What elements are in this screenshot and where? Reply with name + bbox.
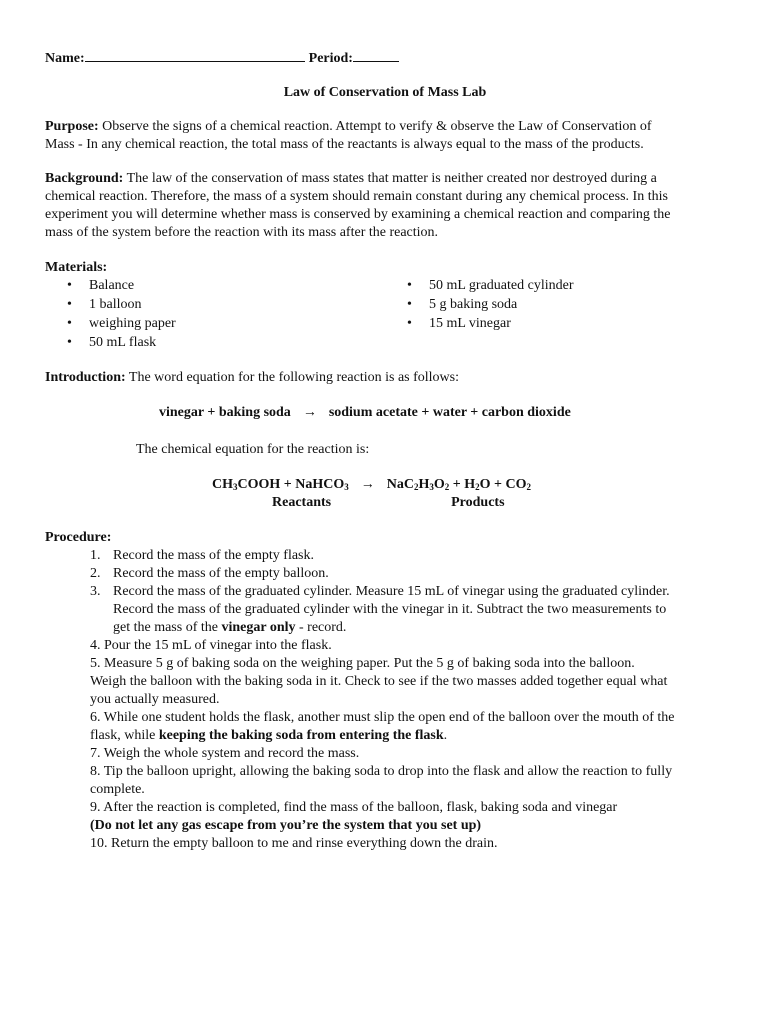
products-label: Products xyxy=(451,495,505,510)
reactants-label: Reactants xyxy=(272,495,332,510)
background-text-2: chemical reaction. Therefore, the mass of a system should remain constant during any chemical process. In this xyxy=(45,189,668,204)
introduction-section xyxy=(45,369,725,387)
bullet-icon: • xyxy=(67,335,72,350)
list-item: 7. Weigh the whole system and record the mass. xyxy=(90,746,360,761)
bullet-icon: • xyxy=(407,316,412,331)
step-text: 8. Tip the balloon upright, allowing the baking soda to drop into the flask and allow the reaction to fully xyxy=(90,764,673,779)
background-label: Background: xyxy=(45,171,124,186)
step-note: (Do not let any gas escape from you’re the system that you set up) xyxy=(90,818,482,833)
step-emphasis: vinegar only xyxy=(221,620,296,635)
step-emphasis: keeping the baking soda from entering the flask xyxy=(158,728,444,743)
list-item xyxy=(45,334,385,353)
period-label: Period: xyxy=(308,51,353,66)
header-row xyxy=(45,47,725,67)
procedure-label: Procedure: xyxy=(45,530,112,545)
equation-labels xyxy=(45,494,725,512)
step-number: 1. xyxy=(90,548,101,563)
step-text: you actually measured. xyxy=(90,692,220,707)
background-text-1: The law of the conservation of mass states that matter is neither created nor destroyed during a xyxy=(123,171,657,186)
list-item xyxy=(45,655,725,709)
step-text: - record. xyxy=(295,620,347,635)
procedure-list xyxy=(45,547,725,853)
bullet-icon: • xyxy=(407,297,412,312)
list-item: 10. Return the empty balloon to me and rinse everything down the drain. xyxy=(90,836,498,851)
bullet-icon: • xyxy=(67,297,72,312)
background-text-4: mass of the system before the reaction with its mass after the reaction. xyxy=(45,225,439,240)
material-label: 1 balloon xyxy=(89,297,142,312)
period-blank[interactable] xyxy=(353,47,399,62)
material-label: weighing paper xyxy=(89,316,176,331)
step-text: Record the mass of the empty balloon. xyxy=(113,566,329,581)
list-item xyxy=(385,277,725,296)
purpose-text-1: Observe the signs of a chemical reaction. Attempt to verify & observe the Law of Conservation of xyxy=(98,119,652,134)
material-label: Balance xyxy=(89,278,135,293)
material-label: 50 mL flask xyxy=(89,335,157,350)
purpose-section xyxy=(45,118,725,154)
list-item xyxy=(45,709,725,745)
arrow-icon: → xyxy=(360,477,375,492)
introduction-text: The word equation for the following reaction is as follows: xyxy=(125,370,459,385)
bullet-icon: • xyxy=(67,316,72,331)
list-item xyxy=(45,315,385,334)
step-text: complete. xyxy=(90,782,145,797)
purpose-label: Purpose: xyxy=(45,119,99,134)
bullet-icon: • xyxy=(67,278,72,293)
background-text-3: experiment you will determine whether mass is conserved by examining a chemical reaction and comparing the xyxy=(45,207,671,222)
step-text: . xyxy=(443,728,448,743)
material-label: 15 mL vinegar xyxy=(429,316,511,331)
step-text: 5. Measure 5 g of baking soda on the weighing paper. Put the 5 g of baking soda into the balloon. xyxy=(90,656,635,671)
word-equation-products: sodium acetate + water + carbon dioxide xyxy=(328,405,571,420)
bullet-icon: • xyxy=(407,278,412,293)
materials-right-column xyxy=(385,277,725,353)
material-label: 5 g baking soda xyxy=(429,297,518,312)
chemical-equation-lead: The chemical equation for the reaction is: xyxy=(136,442,370,457)
step-number: 3. xyxy=(90,584,101,599)
step-text: Record the mass of the graduated cylinder. Measure 15 mL of vinegar using the graduated cylinder. xyxy=(113,584,670,599)
list-item xyxy=(45,763,725,799)
word-equation xyxy=(45,404,725,422)
list-item: 4. Pour the 15 mL of vinegar into the flask. xyxy=(90,638,332,653)
list-item xyxy=(385,296,725,315)
list-item xyxy=(45,547,725,565)
list-item xyxy=(385,315,725,334)
page-title: Law of Conservation of Mass Lab xyxy=(283,85,487,100)
step-text: Record the mass of the graduated cylinder with the vinegar in it. Subtract the two measurements to xyxy=(113,602,667,617)
step-text: flask, while xyxy=(90,728,159,743)
word-equation-reactants: vinegar + baking soda xyxy=(159,405,291,420)
material-label: 50 mL graduated cylinder xyxy=(429,278,574,293)
step-text: Weigh the balloon with the baking soda in it. Check to see if the two masses added together equal what xyxy=(90,674,668,689)
background-section xyxy=(45,170,725,242)
chemical-equation: $CH_3COOH$ + NaHCO$_3$ → $NaC_2H_3O_2 + H_2O + CO_2$ xyxy=(212,477,532,492)
step-text: 9. After the reaction is completed, find the mass of the balloon, flask, baking soda and vinegar xyxy=(90,800,618,815)
worksheet-page xyxy=(45,47,725,853)
step-number: 2. xyxy=(90,566,101,581)
step-text: 6. While one student holds the flask, another must slip the open end of the balloon over the mouth of the xyxy=(90,710,675,725)
list-item xyxy=(45,277,385,296)
purpose-text-2: Mass - In any chemical reaction, the total mass of the reactants is always equal to the mass of the products. xyxy=(45,137,644,152)
materials-label: Materials: xyxy=(45,260,108,275)
name-label: Name: xyxy=(45,51,85,66)
materials-list xyxy=(45,277,725,353)
materials-left-column xyxy=(45,277,385,353)
list-item xyxy=(45,565,725,583)
list-item xyxy=(45,799,725,835)
step-text: get the mass of the xyxy=(113,620,222,635)
step-text: Record the mass of the empty flask. xyxy=(113,548,315,563)
list-item xyxy=(45,583,725,637)
list-item xyxy=(45,296,385,315)
name-blank[interactable] xyxy=(85,47,305,62)
introduction-label: Introduction: xyxy=(45,370,126,385)
arrow-icon: → xyxy=(302,405,317,420)
